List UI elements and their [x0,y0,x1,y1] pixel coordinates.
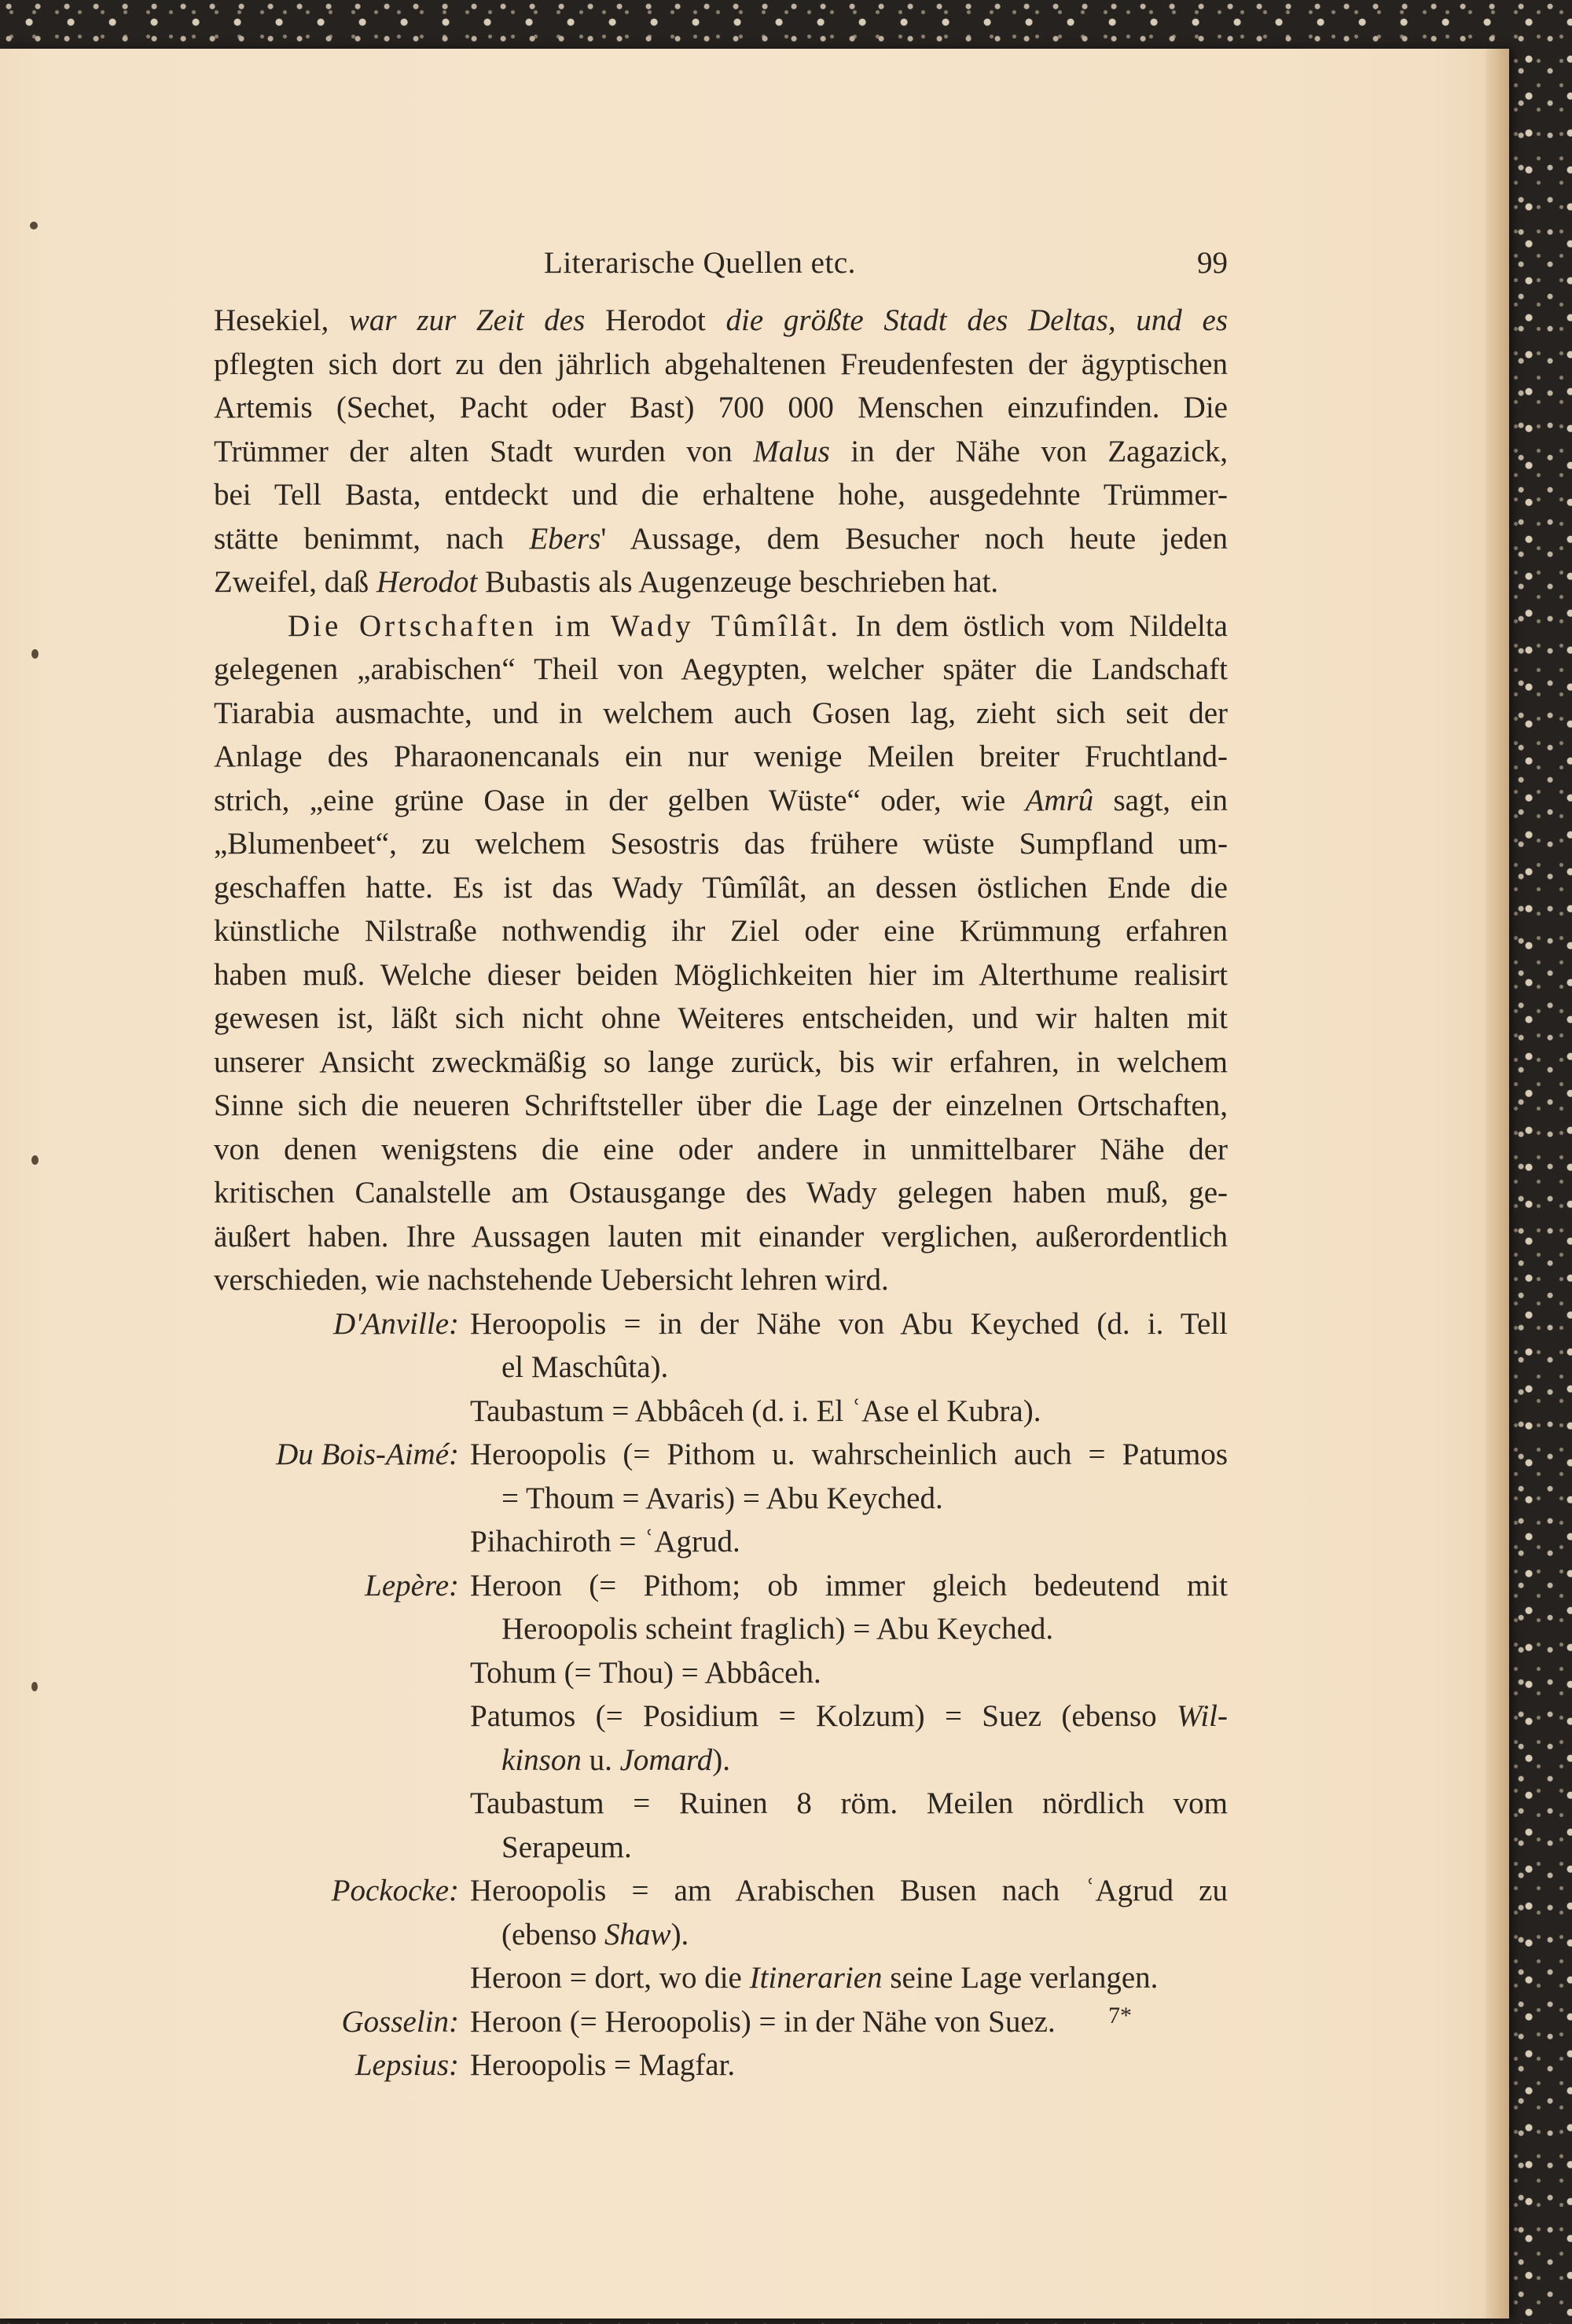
text-line: Heroopolis = in der Nähe von Abu Keyched (d. i. Tell [470,1306,1228,1341]
text-line: Hesekiel, war zur Zeit des Herodot die größte Stadt des Deltas, und es [214,303,1229,337]
overview-entry [214,1564,1228,1651]
text-line: von denen wenigstens die eine oder andere in unmittelbarer Nähe der [214,1132,1228,1166]
identification [470,1651,1228,1695]
overview-entry [214,1302,1228,1390]
overview-entry [214,1651,1228,1695]
overview-entry [214,1869,1228,1956]
margin-mark [31,1155,39,1165]
text-line: Pihachiroth = ʿAgrud. [470,1525,740,1559]
text-line: el Maschûta). [501,1350,669,1384]
text-line: strich, „eine grüne Oase in der gelben Wüste“ oder, wie Amrû sagt, ein [214,783,1228,817]
text-line: Heroopolis (= Pithom u. wahrscheinlich auch = Patumos [470,1437,1228,1471]
italic-name: die größte Stadt des Deltas, und es [705,303,1229,337]
text-line: „Blumenbeet“, zu welchem Sesostris das frühere wüste Sumpfland um- [214,827,1228,861]
text-line: Anlage des Pharaonencanals ein nur wenige Meilen breiter Fruchtland- [214,740,1228,773]
text-line: Trümmer der alten Stadt wurden von Malus in der Nähe von Zagazick, [214,434,1228,468]
identification [470,1782,1228,1869]
text-line: Heroopolis = Magfar. [470,2048,736,2082]
text-line: Heroon (= Heroopolis) = in der Nähe von Suez. [470,2004,1056,2039]
identification [470,1520,1228,1564]
italic-name: Itinerarien [749,1961,883,1995]
author-name [214,1390,470,1434]
author-name [214,1782,470,1869]
text-line: bei Tell Basta, entdeckt und die erhaltene hohe, ausgedehnte Trümmer- [214,478,1228,512]
signature-mark: 7* [1108,2003,1132,2028]
text-line: geschaffen hatte. Es ist das Wady Tûmîlât, an dessen östlichen Ende die [214,870,1228,905]
author-name: Gosselin: [341,2004,459,2039]
text-line: künstliche Nilstraße nothwendig ihr Ziel oder eine Krümmung erfahren [214,914,1228,948]
author-name [214,1520,470,1564]
text-line: Tohum (= Thou) = Abbâceh. [470,1655,821,1690]
paragraph-bubastis [214,299,1228,604]
text-line: gewesen ist, läßt sich nicht ohne Weiteres entscheiden, und wir halten mit [214,1001,1228,1035]
margin-mark [31,649,39,659]
identification [470,1694,1228,1782]
italic-name: , war zur Zeit des [321,303,605,337]
text-line: unserer Ansicht zweckmäßig so lange zurück, bis wir erfahren, in welchem [214,1045,1228,1079]
text-line: Artemis (Sechet, Pacht oder Bast) 700 000 Menschen einzufinden. Die [214,391,1228,424]
overview-entry [214,1694,1228,1782]
identification [470,1956,1228,2000]
text-line: Heroopolis = am Arabischen Busen nach ʿAgrud zu [470,1874,1228,1907]
text-line: verschieden, wie nachstehende Uebersicht lehren wird. [214,1263,889,1297]
author-name: Lepsius: [354,2048,459,2082]
paragraph-ortschaften [214,604,1228,1302]
italic-name: Shaw [604,1917,671,1951]
running-title: Literarische Quellen etc. [544,246,856,280]
italic-name: Amrû [1025,783,1094,817]
text-line: Taubastum = Abbâceh (d. i. El ʿAse el Kubra). [470,1393,1041,1428]
author-name: Pockocke: [331,1874,459,1907]
author-name: D'Anville: [333,1306,459,1341]
text-line: Sinne sich die neueren Schriftsteller über die Lage der einzelnen Ortschaften, [214,1089,1228,1122]
identification [470,1869,1228,1956]
identification [470,1390,1228,1434]
author-name: Lepère: [365,1568,459,1603]
page-edge [1486,49,1509,2318]
text-line: Heroon (= Pithom; ob immer gleich bedeutend mit [470,1568,1228,1603]
text-line: (ebenso Shaw). [501,1917,689,1951]
overview-entry [214,2000,1228,2044]
text-line: Taubastum = Ruinen 8 röm. Meilen nördlich vom [470,1786,1228,1820]
identification [470,1564,1228,1651]
text-line: gelegenen „arabischen“ Theil von Aegypten, welcher später die Landschaft [214,652,1228,686]
text-line: Heroon = dort, wo die Itinerarien seine Lage verlangen. [470,1961,1159,1995]
text-line: Patumos (= Posidium = Kolzum) = Suez (ebenso Wil- [470,1699,1228,1733]
text-line: äußert haben. Ihre Aussagen lauten mit einander verglichen, außerordentlich [214,1219,1228,1254]
italic-name: Wil- [1177,1699,1228,1733]
author-overview [214,1302,1228,2087]
text-line: Zweifel, daß Herodot Bubastis als Augenzeuge beschrieben hat. [214,565,999,599]
overview-entry [214,1956,1228,2000]
text-line: Die Ortschaften im Wady Tûmîlât. In dem östlich vom Nildelta [288,608,1228,643]
identification [470,1433,1228,1520]
italic-name: kinson [501,1742,582,1777]
overview-entry [214,1520,1228,1564]
overview-entry [214,2043,1228,2087]
overview-entry [214,1782,1228,1869]
text-line: Tiarabia ausmachte, und in welchem auch Gosen lag, zieht sich seit der [214,696,1228,730]
italic-name: Jomard [619,1742,713,1777]
author-name [214,1651,470,1695]
identification [470,2043,1228,2087]
overview-entry [214,1433,1228,1520]
text-line: kritischen Canalstelle am Ostausgange des Wady gelegen haben muß, ge- [214,1176,1228,1210]
margin-mark [30,222,38,229]
overview-entry [214,1390,1228,1434]
text-line: pflegten sich dort zu den jährlich abgehaltenen Freudenfesten der ägyptischen [214,347,1228,381]
section-heading: Die Ortschaften im Wady Tûmîlât. [288,608,841,643]
author-name [214,1694,470,1782]
text-line: kinson u. Jomard). [501,1742,731,1777]
author-name [214,1956,470,2000]
text-line: stätte benimmt, nach Ebers' Aussage, dem Besucher noch heute jeden [214,521,1228,556]
italic-name: Ebers [529,521,601,556]
page-number: 99 [1197,246,1228,280]
page-text [214,245,1228,2087]
italic-name: Malus [753,434,830,468]
italic-name: Herodot [376,565,478,599]
text-line: = Thoum = Avaris) = Abu Keyched. [501,1481,943,1515]
text-line: Heroopolis scheint fraglich) = Abu Keyched. [501,1612,1054,1646]
text-line: Serapeum. [501,1830,632,1864]
running-head [214,245,1228,299]
author-name: Du Bois-Aimé: [276,1437,459,1471]
identification [470,1302,1228,1390]
text-line: haben muß. Welche dieser beiden Möglichkeiten hier im Alterthume realisirt [214,957,1228,992]
margin-mark [31,1682,38,1691]
